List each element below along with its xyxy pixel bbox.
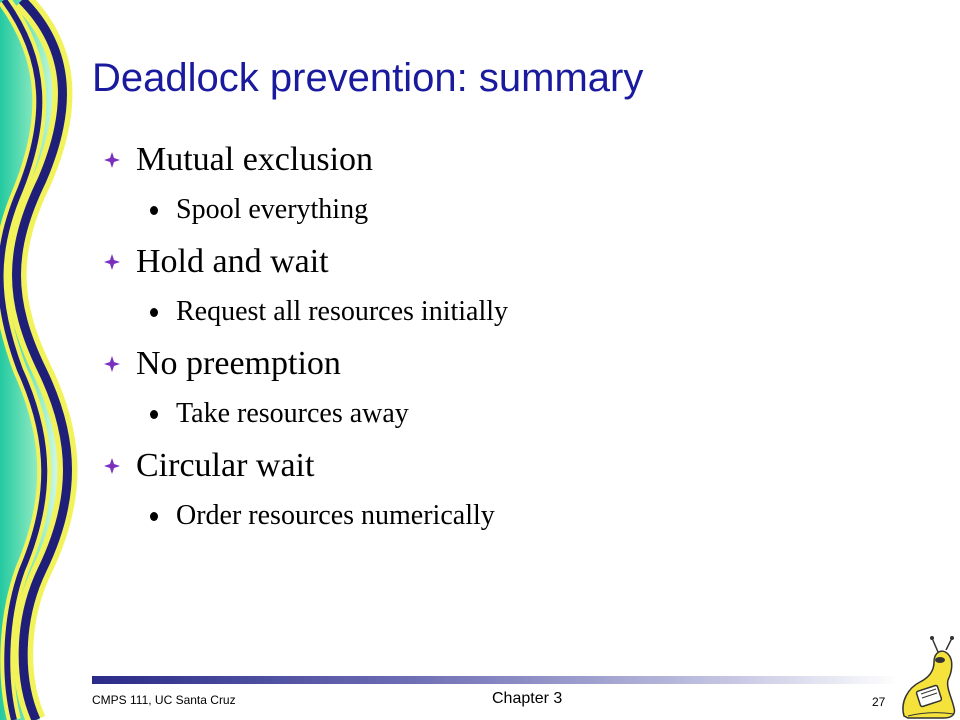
sub-bullet-item	[104, 188, 924, 240]
bullet-item	[104, 342, 924, 392]
bullet-item	[104, 138, 924, 188]
sub-bullet-label: Take resources away	[176, 398, 409, 429]
left-wave-decoration	[0, 0, 110, 720]
footer-divider	[92, 676, 900, 684]
bullet-label: Mutual exclusion	[136, 141, 374, 178]
footer-chapter: Chapter 3	[492, 690, 563, 707]
bullet-label: No preemption	[136, 345, 341, 382]
bullet-label: Hold and wait	[136, 243, 329, 280]
round-dot-icon	[150, 512, 158, 521]
bullet-list	[104, 138, 924, 546]
sub-bullet-label: Order resources numerically	[176, 500, 495, 531]
round-dot-icon	[150, 308, 158, 317]
slug-mascot-icon	[894, 636, 958, 720]
page-number: 27	[872, 695, 886, 709]
four-point-star-icon	[104, 458, 120, 474]
sub-bullet-label: Request all resources initially	[176, 296, 509, 327]
sub-bullet-item	[104, 494, 924, 546]
footer-course: CMPS 111, UC Santa Cruz	[92, 693, 236, 707]
bullet-label: Circular wait	[136, 447, 315, 484]
bullet-item	[104, 240, 924, 290]
sub-bullet-label: Spool everything	[176, 194, 369, 225]
sub-bullet-item	[104, 392, 924, 444]
sub-bullet-item	[104, 290, 924, 342]
round-dot-icon	[150, 410, 158, 419]
bullet-item	[104, 444, 924, 494]
four-point-star-icon	[104, 254, 120, 270]
round-dot-icon	[150, 206, 158, 215]
four-point-star-icon	[104, 356, 120, 372]
slide-title: Deadlock prevention: summary	[92, 56, 644, 100]
four-point-star-icon	[104, 152, 120, 168]
